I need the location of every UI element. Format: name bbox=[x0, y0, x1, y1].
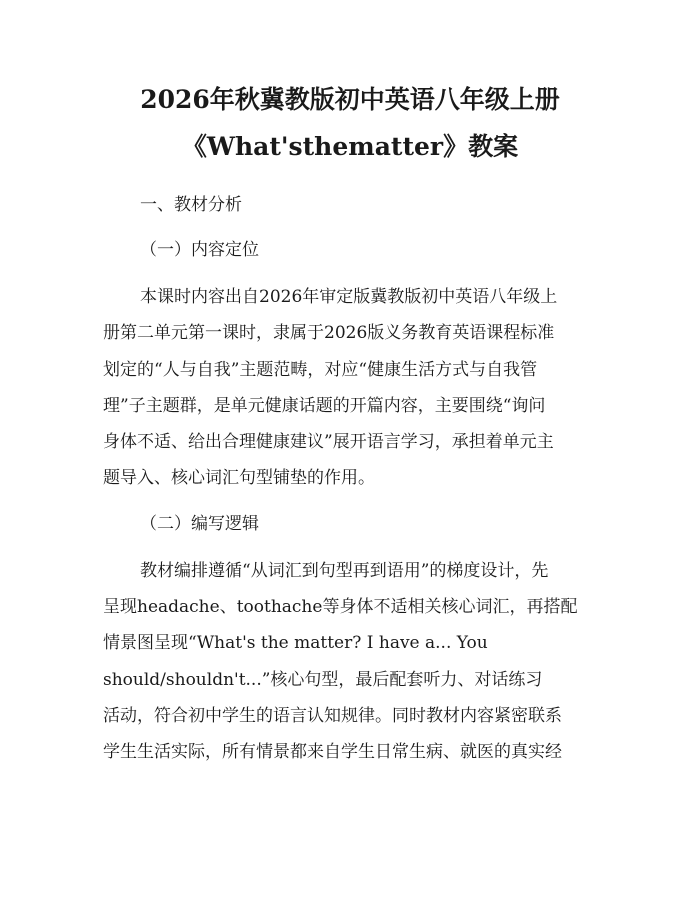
paragraph-line: 情景图呈现“What's the matter? I have a... You bbox=[103, 633, 488, 653]
paragraph-line: 题导入、核心词汇句型铺垫的作用。 bbox=[103, 468, 375, 488]
paragraph-line: should/shouldn't...”核心句型，最后配套听力、对话练习 bbox=[103, 670, 543, 690]
paragraph-line: 学生生活实际，所有情景都来自学生日常生病、就医的真实经 bbox=[103, 742, 562, 762]
paragraph-line: 划定的“人与自我”主题范畴，对应“健康生活方式与自我管 bbox=[103, 360, 538, 380]
paragraph-line: 呈现headache、toothache等身体不适相关核心词汇，再搭配 bbox=[103, 597, 578, 617]
paragraph-line: 教材编排遵循“从词汇到句型再到语用”的梯度设计，先 bbox=[140, 561, 549, 581]
subsection-heading-content-positioning: （一）内容定位 bbox=[140, 240, 259, 260]
section-heading-teaching-material-analysis: 一、教材分析 bbox=[140, 195, 242, 215]
document-subtitle: 《What'sthematter》教案 bbox=[181, 132, 519, 161]
paragraph-line: 理”子主题群，是单元健康话题的开篇内容，主要围绕“询问 bbox=[103, 396, 546, 416]
paragraph-line: 身体不适、给出合理健康建议”展开语言学习，承担着单元主 bbox=[103, 432, 554, 452]
document-title: 2026年秋冀教版初中英语八年级上册 bbox=[140, 85, 560, 114]
subsection-heading-writing-logic: （二）编写逻辑 bbox=[140, 514, 259, 534]
paragraph-line: 本课时内容出自2026年审定版冀教版初中英语八年级上 bbox=[140, 287, 558, 307]
paragraph-line: 活动，符合初中学生的语言认知规律。同时教材内容紧密联系 bbox=[103, 706, 562, 726]
paragraph-line: 册第二单元第一课时，隶属于2026版义务教育英语课程标准 bbox=[103, 323, 555, 343]
